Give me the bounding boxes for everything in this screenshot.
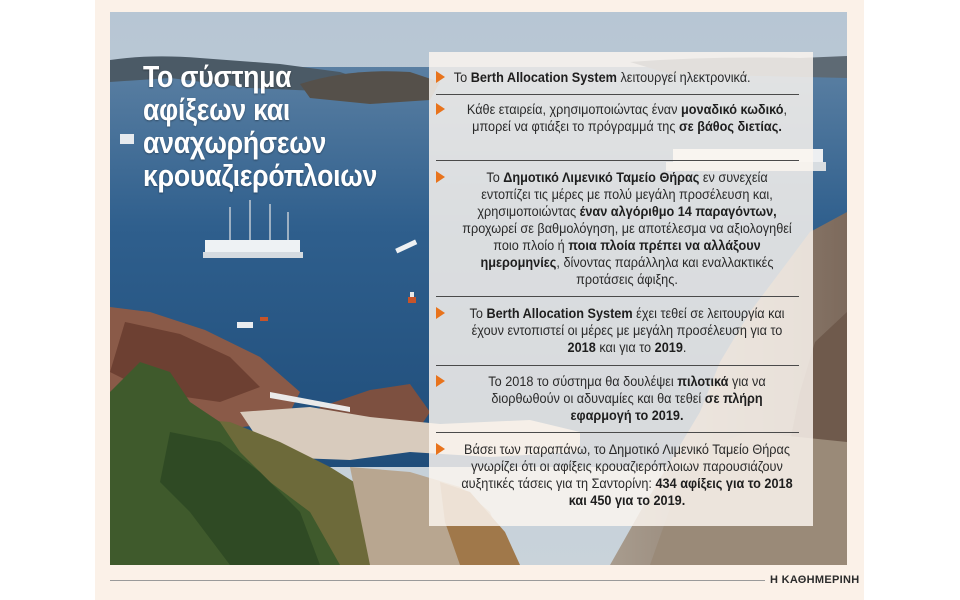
footer-rule	[110, 580, 765, 581]
divider	[436, 432, 799, 433]
list-item	[436, 373, 808, 424]
divider	[436, 296, 799, 297]
title-line-1: Το σύστημα	[143, 59, 292, 94]
title-line-3: αναχωρήσεων	[143, 125, 327, 160]
infographic-title	[143, 59, 378, 193]
item-6-text: Βάσει των παραπάνω, το Δημοτικό Λιμενικό Ταμείο Θήρας γνωρίζει ότι οι αφίξεις κρουαζιερόπλοιων παρουσιάζουν αυξητικές τάσεις για τη Σαντορίνη: 434 αφίξεις για το 2018 και 450 για το 2019.	[461, 442, 793, 508]
divider	[436, 160, 799, 161]
orange-arrow-icon	[436, 443, 445, 455]
title-line-4: κρουαζιερόπλοιων	[143, 158, 378, 193]
publisher-credit: Η ΚΑΘΗΜΕΡΙΝΗ	[770, 574, 860, 586]
item-2-text: Κάθε εταιρεία, χρησιμοποιώντας έναν μοναδικό κωδικό, μπορεί να φτιάξει το πρόγραμμά της σε βάθος διετίας.	[466, 102, 788, 134]
item-5-text: Το 2018 το σύστημα θα δουλέψει πιλοτικά για να διορθωθούν οι αδυναμίες και θα τεθεί σε πλήρη εφαρμογή το 2019.	[488, 374, 766, 423]
orange-arrow-icon	[436, 71, 445, 83]
orange-arrow-icon	[436, 103, 445, 115]
orange-arrow-icon	[436, 171, 445, 183]
orange-arrow-icon	[436, 307, 445, 319]
list-item	[436, 169, 808, 288]
item-1-text: Το Berth Allocation System λειτουργεί ηλεκτρονικά.	[453, 70, 751, 85]
item-3-text: Το Δημοτικό Λιμενικό Ταμείο Θήρας εν συνεχεία εντοπίζει τις μέρες με πολύ μεγάλη προσέλευση και, χρησιμοποιώντας έναν αλγόριθμο 14 παραγόντων, προχωρεί σε βαθμολόγηση, με αποτέλεσμα να αξιολογηθεί ποιο πλοίο ή ποια πλοία πρέπει να αλλάξουν ημερομηνίες, δίνοντας παράλληλα και εναλλακτικές προτάσεις άφιξης.	[462, 170, 792, 287]
list-item	[436, 69, 808, 86]
list-item	[436, 305, 808, 356]
list-item	[436, 441, 808, 509]
divider	[436, 365, 799, 366]
orange-arrow-icon	[436, 375, 445, 387]
divider	[436, 94, 799, 95]
title-line-2: αφίξεων και	[143, 92, 291, 127]
item-4-text: Το Berth Allocation System έχει τεθεί σε λειτουργία και έχουν εντοπιστεί οι μέρες με μεγάλη προσέλευση για το 2018 και για το 2019.	[469, 306, 785, 355]
list-item	[436, 101, 808, 135]
